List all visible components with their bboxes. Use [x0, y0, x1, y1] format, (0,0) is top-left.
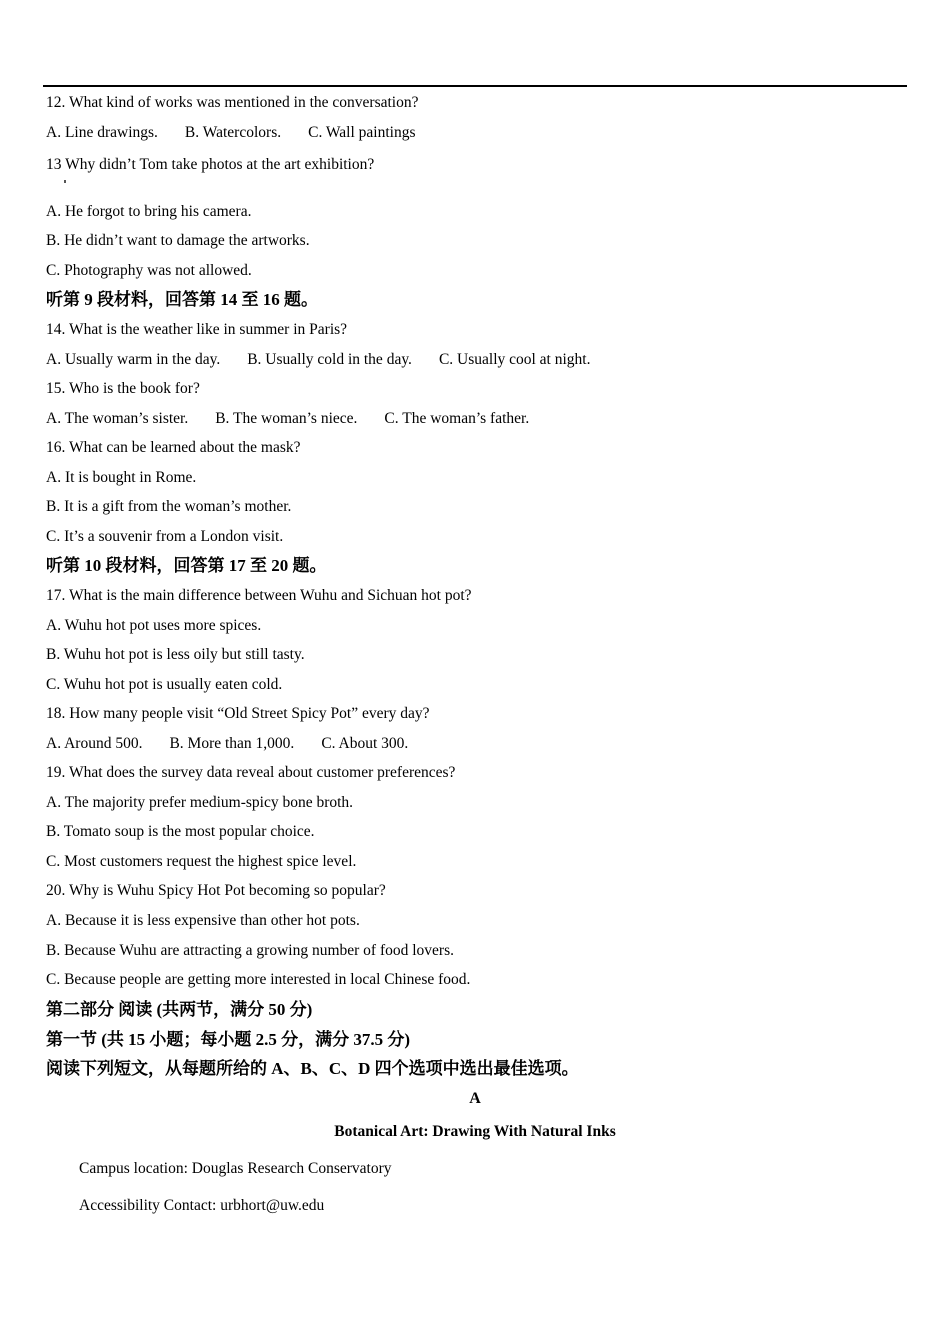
question-13-option-b: B. He didn’t want to damage the artworks.	[46, 232, 310, 249]
question-17-option-a: A. Wuhu hot pot uses more spices.	[46, 617, 262, 634]
question-12-options	[46, 123, 416, 143]
option-c: C. Wall paintings	[308, 124, 416, 141]
question-15-options	[46, 409, 529, 429]
question-13-option-c: C. Photography was not allowed.	[46, 262, 252, 279]
question-16-option-b: B. It is a gift from the woman’s mother.	[46, 498, 292, 515]
question-16-option-a: A. It is bought in Rome.	[46, 469, 197, 486]
option-c: C. About 300.	[321, 735, 409, 752]
question-19: 19. What does the survey data reveal about customer preferences?	[46, 764, 456, 781]
question-18: 18. How many people visit “Old Street Spicy Pot” every day?	[46, 705, 430, 722]
option-a: A. Around 500.	[46, 735, 143, 752]
question-16: 16. What can be learned about the mask?	[46, 439, 301, 456]
question-13-option-a: A. He forgot to bring his camera.	[46, 203, 252, 220]
campus-location: Campus location: Douglas Research Conservatory	[79, 1160, 392, 1177]
option-b: B. Usually cold in the day.	[247, 351, 412, 368]
reading-part-heading: 第二部分 阅读 (共两节，满分 50 分)	[46, 1000, 313, 1019]
option-a: A. Usually warm in the day.	[46, 351, 221, 368]
option-c: C. Usually cool at night.	[438, 351, 591, 368]
question-20: 20. Why is Wuhu Spicy Hot Pot becoming so popular?	[46, 882, 386, 899]
option-a: A. Line drawings.	[46, 124, 158, 141]
option-a: A. The woman’s sister.	[46, 410, 189, 427]
stray-mark	[64, 180, 66, 183]
option-b: B. Watercolors.	[184, 124, 282, 141]
passage-label: A	[469, 1090, 481, 1107]
reading-section-heading: 第一节 (共 15 小题；每小题 2.5 分，满分 37.5 分)	[46, 1030, 411, 1049]
question-13: 13 Why didn’t Tom take photos at the art exhibition?	[46, 156, 375, 173]
question-20-option-b: B. Because Wuhu are attracting a growing number of food lovers.	[46, 942, 454, 959]
question-14-options	[46, 350, 590, 370]
option-b: B. The woman’s niece.	[215, 410, 358, 427]
question-17-option-c: C. Wuhu hot pot is usually eaten cold.	[46, 676, 283, 693]
question-18-options	[46, 734, 408, 754]
question-17: 17. What is the main difference between Wuhu and Sichuan hot pot?	[46, 587, 472, 604]
reading-instruction: 阅读下列短文，从每题所给的 A、B、C、D 四个选项中选出最佳选项。	[46, 1059, 579, 1078]
question-15: 15. Who is the book for?	[46, 380, 200, 397]
question-14: 14. What is the weather like in summer in Paris?	[46, 321, 348, 338]
question-17-option-b: B. Wuhu hot pot is less oily but still tasty.	[46, 646, 305, 663]
option-c: C. The woman’s father.	[384, 410, 530, 427]
accessibility-contact: Accessibility Contact: urbhort@uw.edu	[79, 1197, 325, 1214]
question-12: 12. What kind of works was mentioned in the conversation?	[46, 94, 419, 111]
option-b: B. More than 1,000.	[169, 735, 295, 752]
header-rule	[43, 85, 907, 87]
question-20-option-c: C. Because people are getting more interested in local Chinese food.	[46, 971, 471, 988]
question-19-option-a: A. The majority prefer medium-spicy bone broth.	[46, 794, 354, 811]
question-19-option-c: C. Most customers request the highest spice level.	[46, 853, 357, 870]
section-10-heading: 听第 10 段材料，回答第 17 至 20 题。	[46, 556, 327, 575]
passage-title: Botanical Art: Drawing With Natural Inks	[334, 1123, 616, 1140]
section-9-heading: 听第 9 段材料，回答第 14 至 16 题。	[46, 290, 318, 309]
question-19-option-b: B. Tomato soup is the most popular choice.	[46, 823, 315, 840]
question-20-option-a: A. Because it is less expensive than other hot pots.	[46, 912, 360, 929]
question-16-option-c: C. It’s a souvenir from a London visit.	[46, 528, 284, 545]
